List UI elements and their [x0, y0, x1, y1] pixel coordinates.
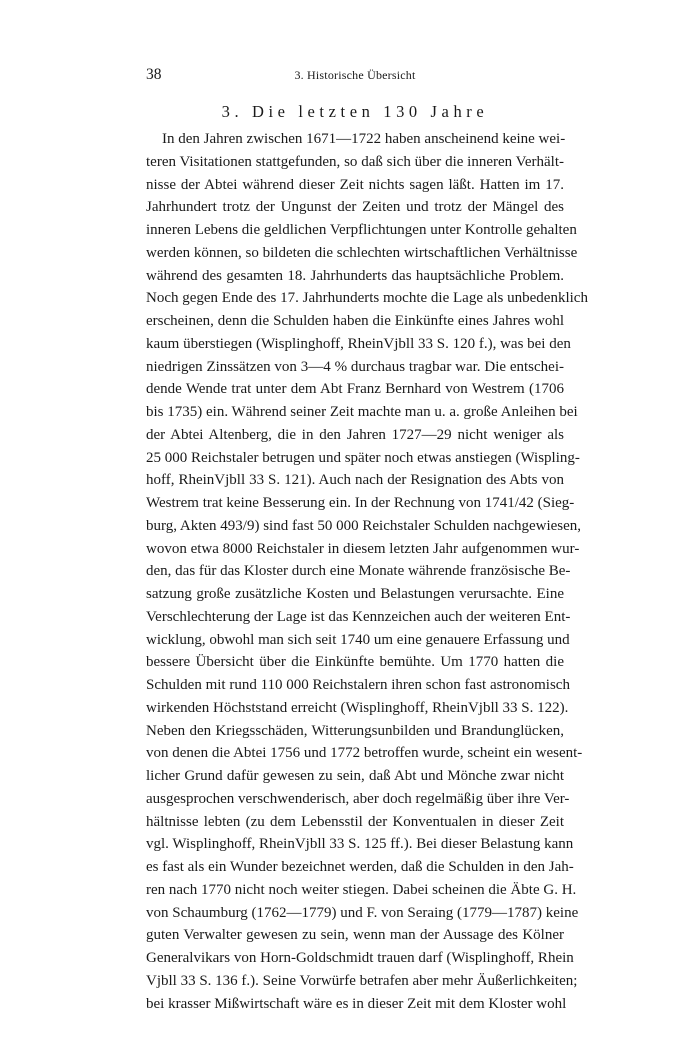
text-line: Noch gegen Ende des 17. Jahrhunderts mochte die Lage als unbedenklich: [146, 290, 588, 307]
text-line: hältnisse lebten (zu dem Lebensstil der Konventualen in dieser Zeit: [146, 813, 564, 830]
text-line: den, das für das Kloster durch eine Monate währende französische Be-: [146, 563, 571, 580]
text-line: dende Wende trat unter dem Abt Franz Bernhard von Westrem (1706: [146, 381, 564, 398]
text-line: von denen die Abtei 1756 und 1772 betroffen wurde, scheint ein wesent-: [146, 745, 583, 762]
text-line: der Abtei Altenberg, die in den Jahren 1727—29 nicht weniger als: [146, 426, 564, 443]
text-line: nisse der Abtei während dieser Zeit nichts sagen läßt. Hatten im 17.: [146, 176, 564, 193]
text-line: bei krasser Mißwirtschaft wäre es in dieser Zeit mit dem Kloster wohl: [146, 995, 567, 1012]
text-line: 25 000 Reichstaler betrugen und später noch etwas anstiegen (Wispling-: [146, 449, 580, 466]
text-line: guten Verwalter gewesen zu sein, wenn man der Aussage des Kölner: [146, 927, 564, 944]
text-line: Westrem trat keine Besserung ein. In der Rechnung von 1741/42 (Sieg-: [146, 495, 575, 511]
text-line: werden können, so bildeten die schlechten wirtschaftlichen Verhältnisse: [146, 244, 578, 261]
text-line: während des gesamten 18. Jahrhunderts das hauptsächliche Problem.: [146, 267, 564, 284]
text-line: vgl. Wisplinghoff, RheinVjbll 33 S. 125 ff.). Bei dieser Belastung kann: [146, 836, 574, 853]
text-line: von Schaumburg (1762—1779) und F. von Seraing (1779—1787) keine: [146, 904, 579, 921]
text-line: es fast als ein Wunder bezeichnet werden, daß die Schulden in den Jah-: [146, 859, 574, 875]
running-head: [146, 66, 564, 86]
text-line: bis 1735) ein. Während seiner Zeit machte man u. a. große Anleihen bei: [146, 404, 578, 420]
text-line: Neben den Kriegsschäden, Witterungsunbilden und Brandunglücken,: [146, 722, 564, 739]
text-line: ausgesprochen verschwenderisch, aber doch regelmäßig über ihre Ver-: [146, 790, 570, 807]
text-line: wirkenden Höchststand erreicht (Wisplinghoff, RheinVjbll 33 S. 122).: [146, 699, 569, 716]
text-line: Generalvikars von Horn-Goldschmidt trauen darf (Wisplinghoff, Rhein: [146, 950, 574, 966]
text-line: erscheinen, denn die Schulden haben die Einkünfte eines Jahres wohl: [146, 313, 564, 329]
text-line: burg, Akten 493/9) sind fast 50 000 Reichstaler Schulden nachgewiesen,: [146, 517, 582, 534]
text-line: niedrigen Zinssätzen von 3—4 % durchaus tragbar war. Die entschei-: [146, 358, 564, 375]
text-line: teren Visitationen stattgefunden, so daß sich über die inneren Verhält-: [146, 153, 564, 170]
text-line: Jahrhundert trotz der Ungunst der Zeiten und trotz der Mängel des: [146, 199, 564, 216]
body-paragraph: [146, 128, 588, 1015]
text-line: wicklung, obwohl man sich seit 1740 um eine genauere Erfassung und: [146, 631, 570, 648]
text-line: hoff, RheinVjbll 33 S. 121). Auch nach der Resignation des Abts von: [146, 472, 564, 489]
text-line: bessere Übersicht über die Einkünfte bemühte. Um 1770 hatten die: [146, 654, 564, 671]
text-line: Vjbll 33 S. 136 f.). Seine Vorwürfe betrafen aber mehr Äußerlichkeiten;: [146, 972, 578, 989]
running-title: 3. Historische Übersicht: [294, 68, 416, 82]
text-line: ren nach 1770 nicht noch weiter stiegen. Dabei scheinen die Äbte G. H.: [146, 881, 577, 898]
text-line: Schulden mit rund 110 000 Reichstalern ihren schon fast astronomisch: [146, 677, 570, 693]
text-line: In den Jahren zwischen 1671—1722 haben anscheinend keine wei-: [162, 131, 566, 147]
text-line: kaum überstiegen (Wisplinghoff, RheinVjbll 33 S. 120 f.), was bei den: [146, 335, 571, 352]
text-line: inneren Lebens die geldlichen Verpflichtungen unter Kontrolle gehalten: [146, 222, 577, 238]
page-number: 38: [146, 66, 162, 83]
text-line: Verschlechterung der Lage ist das Kennzeichen auch der weiteren Ent-: [146, 608, 571, 625]
text-line: satzung große zusätzliche Kosten und Belastungen verursachte. Eine: [146, 586, 564, 602]
section-heading: 3. Die letzten 130 Jahre: [221, 102, 489, 121]
text-line: licher Grund dafür gewesen zu sein, daß Abt und Mönche zwar nicht: [146, 768, 564, 784]
text-line: wovon etwa 8000 Reichstaler in diesem letzten Jahr aufgenommen wur-: [146, 540, 580, 557]
